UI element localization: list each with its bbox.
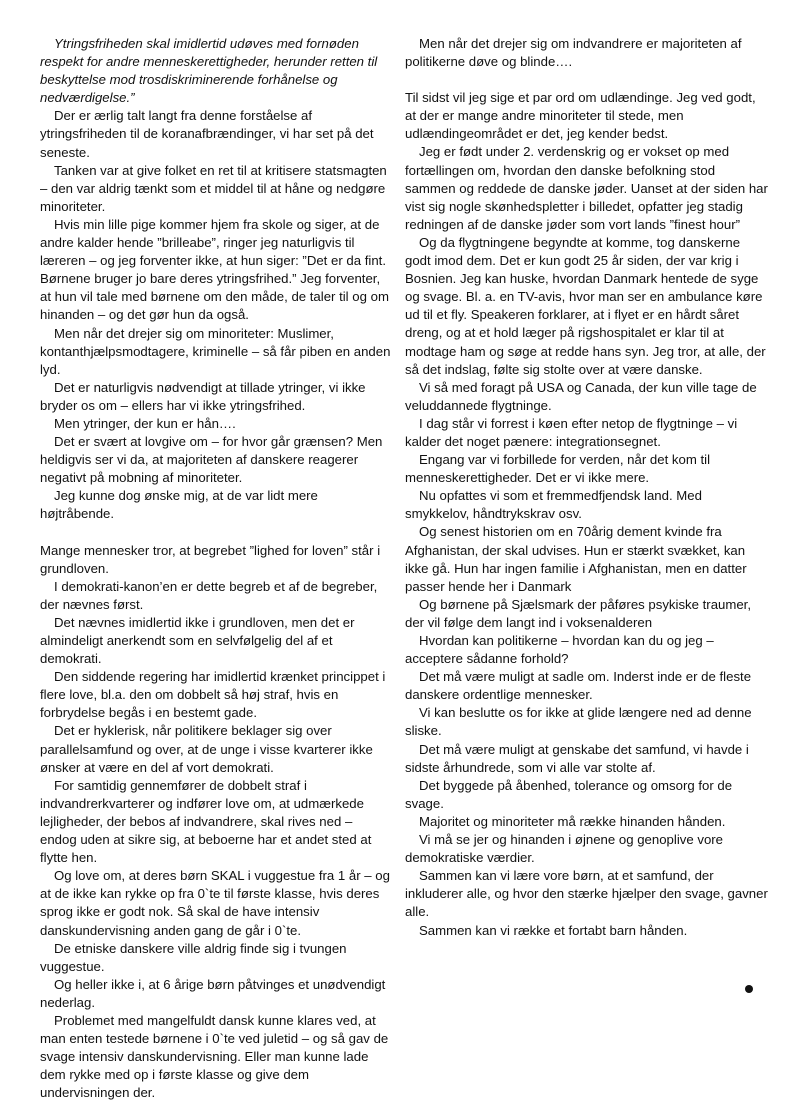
paragraph: Den siddende regering har imidlertid krænket princippet i flere love, bl.a. den om dobbelt så høj straf, hvis en forbrydelse begås i en bestemt gade. [40, 669, 386, 721]
left-column [40, 35, 392, 1102]
paragraph: Og børnene på Sjælsmark der påføres psykiske traumer, der vil følge dem langt ind i voksenalderen [405, 596, 752, 630]
paragraph: Det er hyklerisk, når politikere beklager sig over parallelsamfund og over, at de unge i visse kvarterer ikke ønsker at være en del af vort demokrati. [40, 723, 373, 775]
paragraph: De etniske danskere ville aldrig finde sig i tvungen vuggestue. [40, 940, 347, 974]
paragraph: Jeg er født under 2. verdenskrig og er vokset op med fortællingen om, hvordan den danske befolkning stod sammen og reddede de danske jøder. Uanset at der siden har vist sig nogle skønhedspletter i billedet, opfatter jeg stadig redningen af de danske jøder som vort lands ”finest hour” [405, 144, 768, 232]
paragraph: Sammen kan vi række et fortabt barn hånden. [419, 922, 688, 938]
section-gap [405, 71, 769, 89]
paragraph: Men ytringer, der kun er hån…. [54, 415, 236, 431]
paragraph: Det må være muligt at sadle om. Inderst inde er de fleste danskere ordentlige mennesker. [405, 669, 752, 703]
paragraph: Majoritet og minoriteter må række hinanden hånden. [419, 813, 726, 829]
paragraph: Hvis min lille pige kommer hjem fra skole og siger, at de andre kalder hende ”brilleabe”, ringer jeg naturligvis til læreren – og jeg forventer ikke, at hun siger: ”Det er da fint. Børnene bruger jo bare deres ytringsfrihed.” Jeg forventer, at hun vil tale med børnene om den måde, de taler til og om hinanden – og det gør hun da også. [40, 216, 389, 323]
paragraph: Der er ærlig talt langt fra denne forståelse af ytringsfriheden til de koranafbrændinger, vi har set på det seneste. [40, 108, 374, 160]
paragraph: Og love om, at deres børn SKAL i vuggestue fra 1 år – og at de ikke kan rykke op fra 0`te til første klasse, hvis deres sprog ikke er godt nok. Så skal de have intensiv danskundervisning anden gang de går i 0`te. [40, 868, 390, 938]
right-column [405, 35, 769, 940]
section-gap [40, 524, 392, 542]
paragraph: Vi må se jer og hinanden i øjnene og genoplive vore demokratiske værdier. [405, 832, 724, 866]
paragraph: Det må være muligt at genskabe det samfund, vi havde i sidste århundrede, som vi alle var stolte af. [405, 741, 749, 775]
paragraph: Og heller ikke i, at 6 årige børn påtvinges et unødvendigt nederlag. [40, 976, 386, 1010]
paragraph: Problemet med mangelfuldt dansk kunne klares ved, at man enten testede børnene i 0`te ved juletid – og så gav de svage intensiv danskundervisning. Eller man kunne lade dem rykke med op i første klasse og give dem undervisningen der. [40, 1012, 389, 1101]
paragraph: Tanken var at give folket en ret til at kritisere statsmagten – den var aldrig tænkt som et middel til at håne og nedgøre minoriteter. [40, 162, 387, 214]
paragraph: Nu opfattes vi som et fremmedfjendsk land. Med smykkelov, håndtrykskrav osv. [405, 488, 702, 522]
paragraph: Sammen kan vi lære vore børn, at et samfund, der inkluderer alle, og hvor den stærke hjælper den svage, gavner alle. [405, 868, 768, 920]
paragraph: For samtidig gennemfører de dobbelt straf i indvandrerkvarterer og indfører love om, at udmærkede lejligheder, der bebos af indvandrere, skal rives ned – endog uden at sikre sig, at beboerne har et andet sted at flytte hen. [40, 777, 372, 866]
paragraph: Og da flygtningene begyndte at komme, tog danskerne godt imod dem. Det er kun godt 25 år siden, der var krig i Bosnien. Jeg kan huske, hvordan Danmark hentede de syge og svage. Bl. a. en TV-avis, hvor man ser en ambulance køre ud til et fly. Speakeren forklarer, at i flyet er en hårdt såret dreng, og at et hold læger på rigshospitalet er klar til at modtage ham og søge at redde hans syn. Jeg tror, at alle, der så det indslag, følte sig stolte over at være danske. [405, 234, 766, 377]
quote-paragraph: Ytringsfriheden skal imidlertid udøves med fornøden respekt for andre menneskerettigheder, herunder retten til beskyttelse mod trosdiskriminerende forhånelse og nedværdigelse.” [40, 36, 378, 106]
paragraph: Det er naturligvis nødvendigt at tillade ytringer, vi ikke bryder os om – ellers har vi ikke ytringsfrihed. [40, 379, 366, 413]
paragraph: Det er svært at lovgive om – for hvor går grænsen? Men heldigvis ser vi da, at majoriteten af danskere reagerer negativt på mobning af minoriteter. [40, 434, 383, 486]
paragraph: Det nævnes imidlertid ikke i grundloven, men det er almindeligt anerkendt som en selvfølgelig del af et demokrati. [40, 614, 355, 667]
section-opening-paragraph: Mange mennesker tror, at begrebet ”lighed for loven” står i grundloven. [40, 542, 381, 576]
paragraph: Men når det drejer sig om indvandrere er majoriteten af politikerne døve og blinde…. [405, 36, 742, 70]
paragraph: Men når det drejer sig om minoriteter: Muslimer, kontanthjælpsmodtagere, kriminelle – så får piben en anden lyd. [40, 325, 391, 377]
paragraph: I demokrati-kanon’en er dette begreb et af de begreber, der nævnes først. [40, 578, 378, 612]
paragraph: Hvordan kan politikerne – hvordan kan du og jeg – acceptere sådanne forhold? [405, 633, 714, 667]
paragraph: Engang var vi forbillede for verden, når det kom til menneskerettigheder. Det er vi ikke mere. [405, 452, 711, 486]
paragraph: Og senest historien om en 70årig dement kvinde fra Afghanistan, der skal udvises. Hun er stærkt svækket, kan ikke gå. Hun har ingen familie i Afghanistan, men en datter passer hende her i Danmark [405, 524, 747, 594]
paragraph: Jeg kunne dog ønske mig, at de var lidt mere højtråbende. [40, 488, 318, 522]
section-opening-paragraph: Til sidst vil jeg sige et par ord om udlændinge. Jeg ved godt, at der er mange andre minoriteter til stede, men udlændingeområdet er det, jeg kender bedst. [405, 90, 756, 142]
paragraph: Vi kan beslutte os for ikke at glide længere ned ad denne sliske. [405, 705, 752, 739]
end-bullet-icon [745, 985, 753, 993]
paragraph: Vi så med foragt på USA og Canada, der kun ville tage de veluddannede flygtninge. [405, 379, 757, 413]
paragraph: Det byggede på åbenhed, tolerance og omsorg for de svage. [405, 777, 733, 811]
paragraph: I dag står vi forrest i køen efter netop de flygtninge – vi kalder det noget pænere: integrationsegnet. [405, 415, 738, 449]
